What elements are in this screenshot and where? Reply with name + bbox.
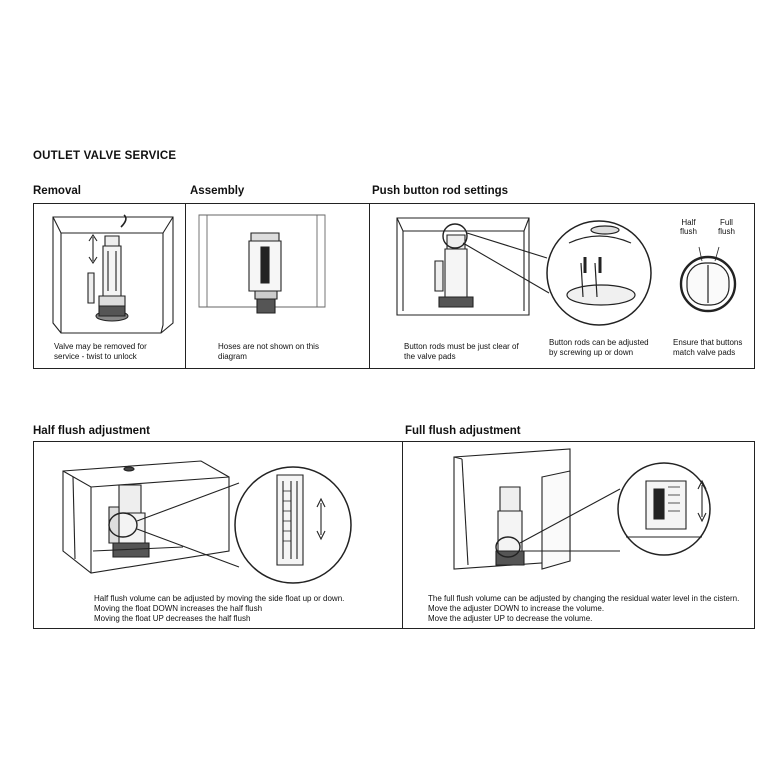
full-flush-label: Full flush xyxy=(718,218,735,236)
full-flush-line-1: The full flush volume can be adjusted by changing the residual water level in the cistern. xyxy=(428,594,740,603)
push-button-caption-1: Button rods must be just clear of the valve pads xyxy=(404,342,519,361)
removal-caption: Valve may be removed for service - twist to unlock xyxy=(54,342,147,361)
full-flush-heading: Full flush adjustment xyxy=(405,425,521,437)
assembly-caption: Hoses are not shown on this diagram xyxy=(218,342,319,361)
full-flush-line-2: Move the adjuster DOWN to increase the volume. xyxy=(428,604,605,613)
assembly-heading: Assembly xyxy=(190,185,245,197)
removal-heading: Removal xyxy=(33,185,81,197)
half-flush-line-2: Moving the float DOWN increases the half flush xyxy=(94,604,263,613)
full-flush-line-3: Move the adjuster UP to decrease the volume. xyxy=(428,614,593,623)
half-flush-line-3: Moving the float UP decreases the half flush xyxy=(94,614,251,623)
page-title: OUTLET VALVE SERVICE xyxy=(33,150,177,162)
push-button-caption-2: Button rods can be adjusted by screwing up or down xyxy=(549,338,649,357)
push-button-caption-3: Ensure that buttons match valve pads xyxy=(673,338,743,357)
half-flush-heading: Half flush adjustment xyxy=(33,425,150,437)
push-button-heading: Push button rod settings xyxy=(372,185,509,197)
half-flush-line-1: Half flush volume can be adjusted by moving the side float up or down. xyxy=(94,594,345,603)
half-flush-label: Half flush xyxy=(680,218,697,236)
